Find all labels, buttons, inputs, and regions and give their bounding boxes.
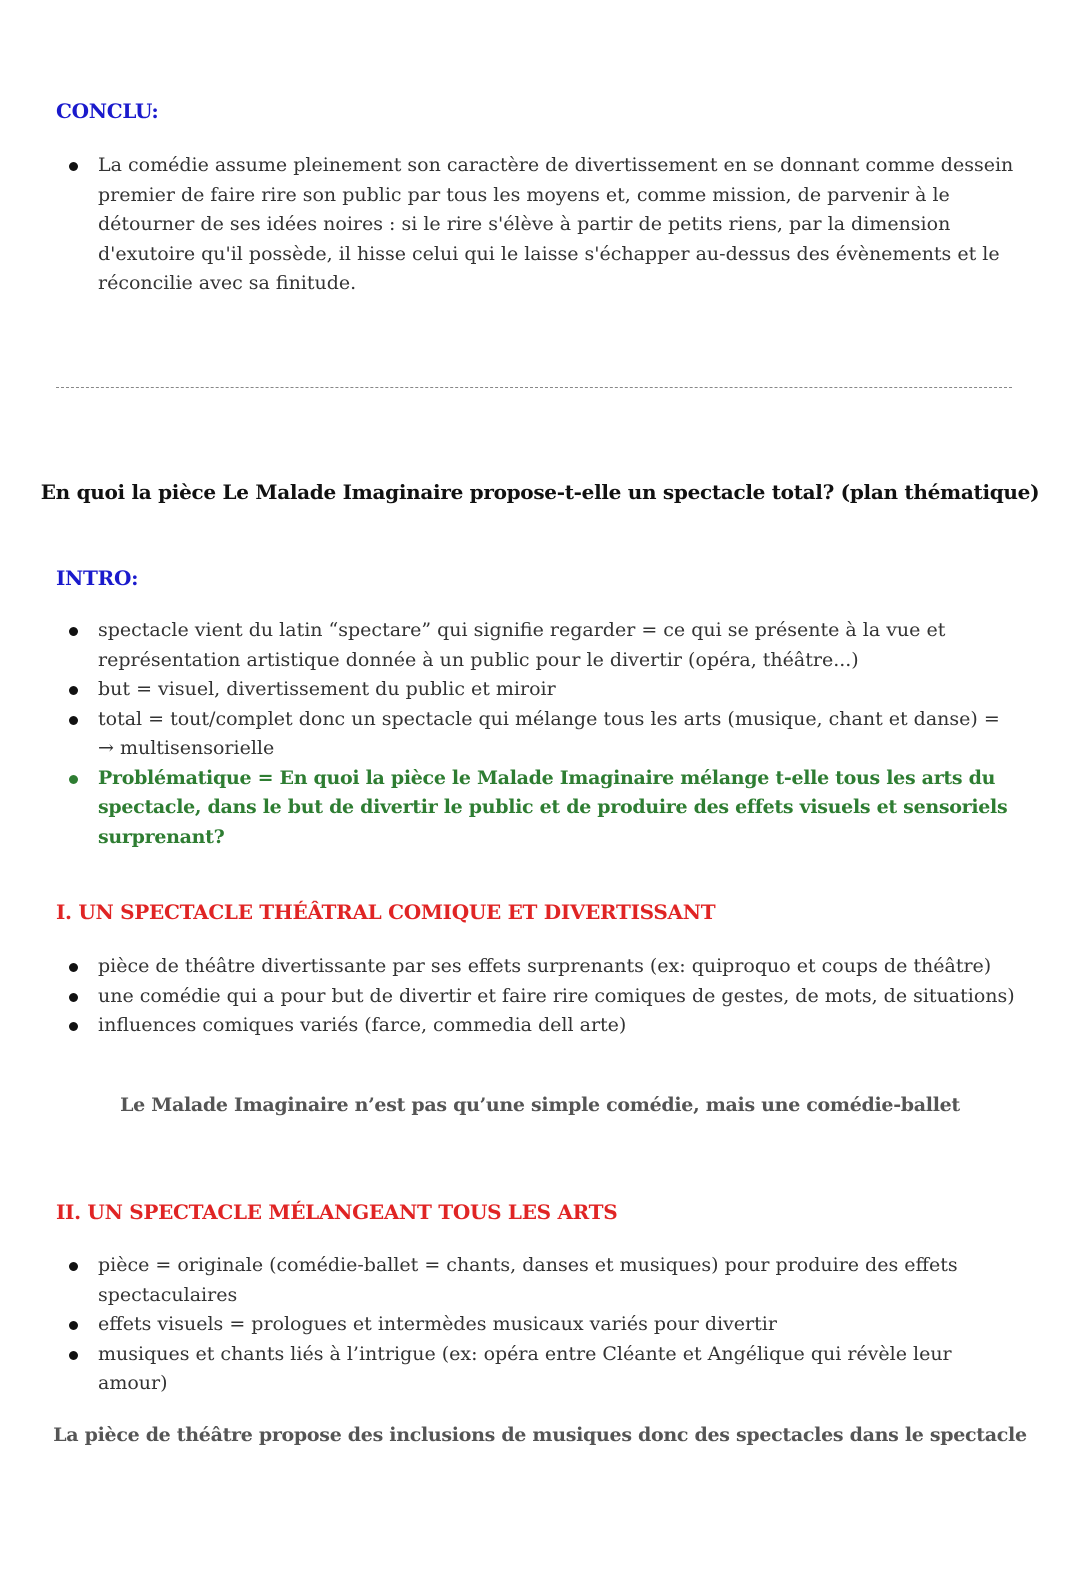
list-item: influences comiques variés (farce, commedia dell arte) bbox=[56, 1011, 1016, 1041]
list-item: pièce de théâtre divertissante par ses effets surprenants (ex: quiproquo et coups de théâtre) bbox=[56, 952, 1016, 982]
list-item: pièce = originale (comédie-ballet = chants, danses et musiques) pour produire des effets spectaculaires bbox=[56, 1251, 1016, 1310]
conclu-list bbox=[56, 151, 1016, 299]
part2-transition: La pièce de théâtre propose des inclusions de musiques donc des spectacles dans le spectacle bbox=[53, 1424, 1027, 1446]
part2-heading: II. UN SPECTACLE MÉLANGEANT TOUS LES ARTS bbox=[56, 1200, 618, 1224]
problematique-item: Problématique = En quoi la pièce le Malade Imaginaire mélange t-elle tous les arts du spectacle, dans le but de divertir le public et de produire des effets visuels et sensoriels surprenant? bbox=[56, 764, 1016, 853]
list-item: musiques et chants liés à l’intrigue (ex: opéra entre Cléante et Angélique qui révèle leur amour) bbox=[56, 1340, 1016, 1399]
conclu-heading: CONCLU: bbox=[56, 99, 159, 123]
section-divider bbox=[56, 387, 1012, 388]
intro-heading: INTRO: bbox=[56, 566, 139, 590]
part1-list bbox=[56, 952, 1016, 1041]
part1-heading: I. UN SPECTACLE THÉÂTRAL COMIQUE ET DIVERTISSANT bbox=[56, 900, 716, 924]
list-item: une comédie qui a pour but de divertir et faire rire comiques de gestes, de mots, de situations) bbox=[56, 982, 1016, 1012]
list-item: spectacle vient du latin “spectare” qui signifie regarder = ce qui se présente à la vue et représentation artistique donnée à un public pour le divertir (opéra, théâtre...) bbox=[56, 616, 1016, 675]
list-item: La comédie assume pleinement son caractère de divertissement en se donnant comme dessein premier de faire rire son public par tous les moyens et, comme mission, de parvenir à le détourner de ses idées noires : si le rire s'élève à partir de petits riens, par la dimension d'exutoire qu'il possède, il hisse celui qui le laisse s'échapper au-dessus des évènements et le réconcilie avec sa finitude. bbox=[56, 151, 1016, 299]
part1-transition: Le Malade Imaginaire n’est pas qu’une simple comédie, mais une comédie-ballet bbox=[120, 1094, 960, 1116]
list-item: effets visuels = prologues et intermèdes musicaux variés pour divertir bbox=[56, 1310, 1016, 1340]
list-item: total = tout/complet donc un spectacle qui mélange tous les arts (musique, chant et danse) = → multisensorielle bbox=[56, 705, 1016, 764]
page-title: En quoi la pièce Le Malade Imaginaire propose-t-elle un spectacle total? (plan thématique) bbox=[40, 480, 1040, 504]
intro-list bbox=[56, 616, 1016, 852]
part2-list bbox=[56, 1251, 1016, 1399]
list-item: but = visuel, divertissement du public et miroir bbox=[56, 675, 1016, 705]
